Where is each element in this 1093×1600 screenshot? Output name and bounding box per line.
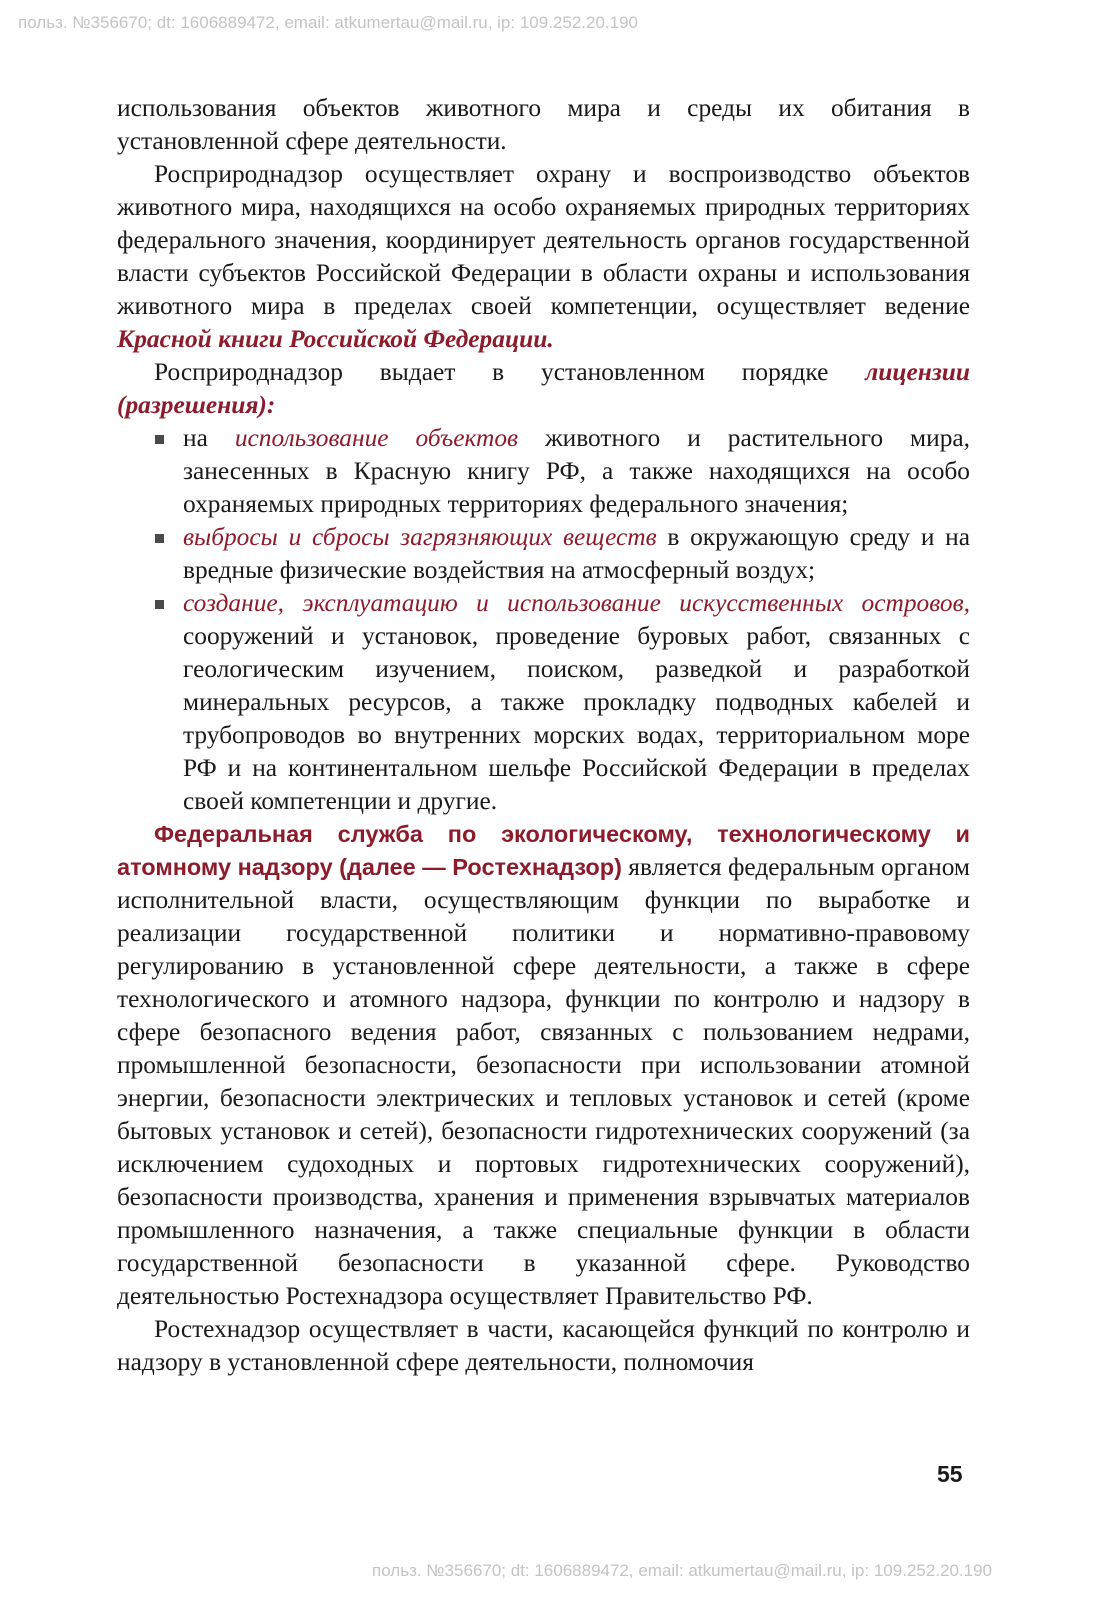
list-item-emphasis: выбросы и сбросы загрязняющих веществ — [183, 523, 657, 551]
bullet-square-icon — [155, 534, 164, 543]
list-item-emphasis: создание, эксплуатацию и использование искусственных островов, — [183, 589, 970, 617]
list-item — [117, 587, 970, 818]
list-item — [117, 422, 970, 521]
paragraph-text: Росприроднадзор осуществляет охрану и воспроизводство объектов животного мира, находящихся на особо охраняемых природных территориях федерального значения, координирует деятельность органов государственной власти субъектов Российской Федерации в области охраны и использования животного мира в пределах своей компетенции, осуществляет ведение — [117, 160, 970, 320]
paragraph-rostekhnadzor-powers: Ростехнадзор осуществляет в части, касающейся функций по контролю и надзору в установленной сфере деятельности, полномочия — [117, 1315, 970, 1376]
paragraph-licenses-intro — [117, 356, 970, 422]
list-item-text: в окружающую среду и на вредные физические воздействия на атмосферный воздух; — [183, 523, 970, 584]
licenses-term: лицензии (разрешения): — [117, 358, 970, 419]
license-list — [117, 422, 970, 818]
red-book-term: Красной книги Российской Федерации. — [117, 325, 554, 353]
list-item-text: животного и растительного мира, занесенных в Красную книгу РФ, а также находящихся на особо охраняемых природных территориях федерального значения; — [183, 424, 971, 518]
watermark-bottom: польз. №356670; dt: 1606889472, email: atkumertau@mail.ru, ip: 109.252.20.190 — [372, 1561, 993, 1580]
list-item-lead: на — [183, 424, 235, 452]
page-number: 55 — [937, 1461, 963, 1487]
paragraph-text: является федеральным органом исполнительной власти, осуществляющим функции по выработке и реализации государственной политики и нормативно-правовому регулированию в установленной сфере деятельности, а также в сфере технологического и атомного надзора, функции по контролю и надзору в сфере безопасного ведения работ, связанных с пользованием недрами, промышленной безопасности, безопасности при использовании атомной энергии, безопасности электрических и тепловых установок и сетей (кроме бытовых установок и сетей), безопасности гидротехнических сооружений (за исключением судоходных и портовых гидротехнических сооружений), безопасности производства, хранения и применения взрывчатых материалов промышленного назначения, а также специальные функции в области государственной безопасности в указанной сфере. Руководство деятельностью Ростехнадзора осуществляет Правительство РФ. — [117, 853, 970, 1310]
page-body — [117, 92, 970, 1379]
paragraph-rosprirodnadzor-duties — [117, 158, 970, 356]
paragraph-continued: использования объектов животного мира и среды их обитания в установленной сфере деятельности. — [117, 94, 970, 155]
list-item — [117, 521, 970, 587]
paragraph-text: Росприроднадзор выдает в установленном порядке — [154, 358, 866, 386]
watermark-top: польз. №356670; dt: 1606889472, email: atkumertau@mail.ru, ip: 109.252.20.190 — [18, 13, 639, 32]
bullet-square-icon — [155, 435, 164, 444]
list-item-emphasis: использование объектов — [234, 424, 519, 452]
bullet-square-icon — [155, 600, 164, 609]
paragraph-rostekhnadzor-definition — [117, 818, 970, 1313]
rostekhnadzor-term: Федеральная служба по экологическому, технологическому и атомному надзору (далее — Ростехнадзор) — [117, 821, 970, 880]
list-item-text: сооружений и установок, проведение буровых работ, связанных с геологическим изучением, поиском, разведкой и разработкой минеральных ресурсов, а также прокладку подводных кабелей и трубопроводов во внутренних морских водах, территориальном море РФ и на континентальном шельфе Российской Федерации в пределах своей компетенции и другие. — [183, 622, 970, 815]
